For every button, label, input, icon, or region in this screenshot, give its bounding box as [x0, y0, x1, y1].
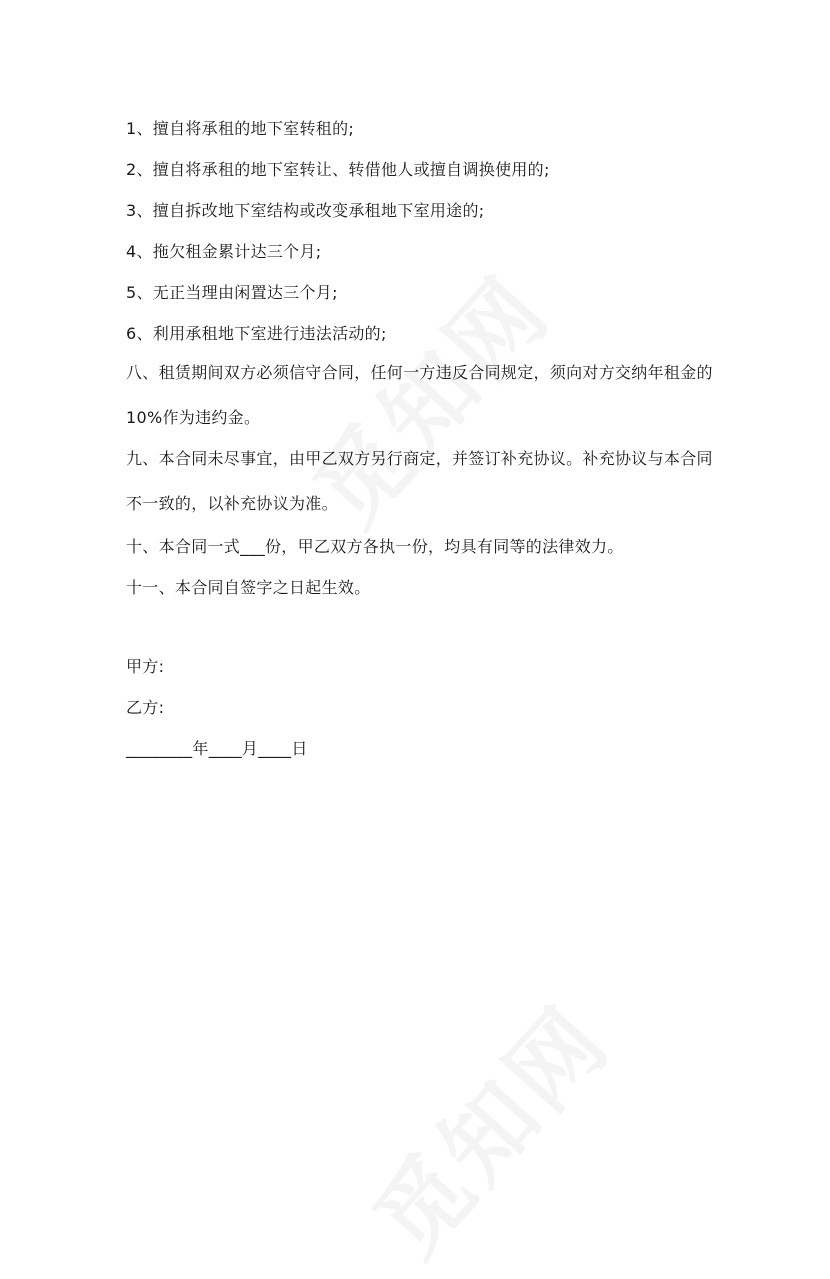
clause-3: 3、擅自拆改地下室结构或改变承租地下室用途的; — [126, 201, 485, 220]
date-line: ________年____月____日 — [126, 739, 308, 758]
clause-6: 6、利用承租地下室进行违法活动的; — [126, 324, 387, 343]
clause-2: 2、擅自将承租的地下室转让、转借他人或擅自调换使用的; — [126, 160, 550, 179]
watermark — [340, 973, 635, 1279]
document-body — [126, 108, 716, 769]
article-8: 八、租赁期间双方必须信守合同，任何一方违反合同规定，须向对方交纳年租金的 10%作为违约金。 — [126, 363, 713, 427]
spacer — [126, 608, 716, 646]
article-11: 十一、本合同自签字之日起生效。 — [126, 578, 371, 597]
clause-1: 1、擅自将承租的地下室转租的; — [126, 119, 355, 138]
article-9: 九、本合同未尽事宜，由甲乙双方另行商定，并签订补充协议。补充协议与本合同不一致的，以补充协议为准。 — [126, 449, 713, 513]
party-a-signature: 甲方: — [126, 657, 165, 676]
article-10: 十、本合同一式___份，甲乙双方各执一份，均具有同等的法律效力。 — [126, 537, 624, 556]
clause-4: 4、拖欠租金累计达三个月; — [126, 242, 322, 261]
party-b-signature: 乙方: — [126, 698, 165, 717]
clause-5: 5、无正当理由闲置达三个月; — [126, 283, 338, 302]
